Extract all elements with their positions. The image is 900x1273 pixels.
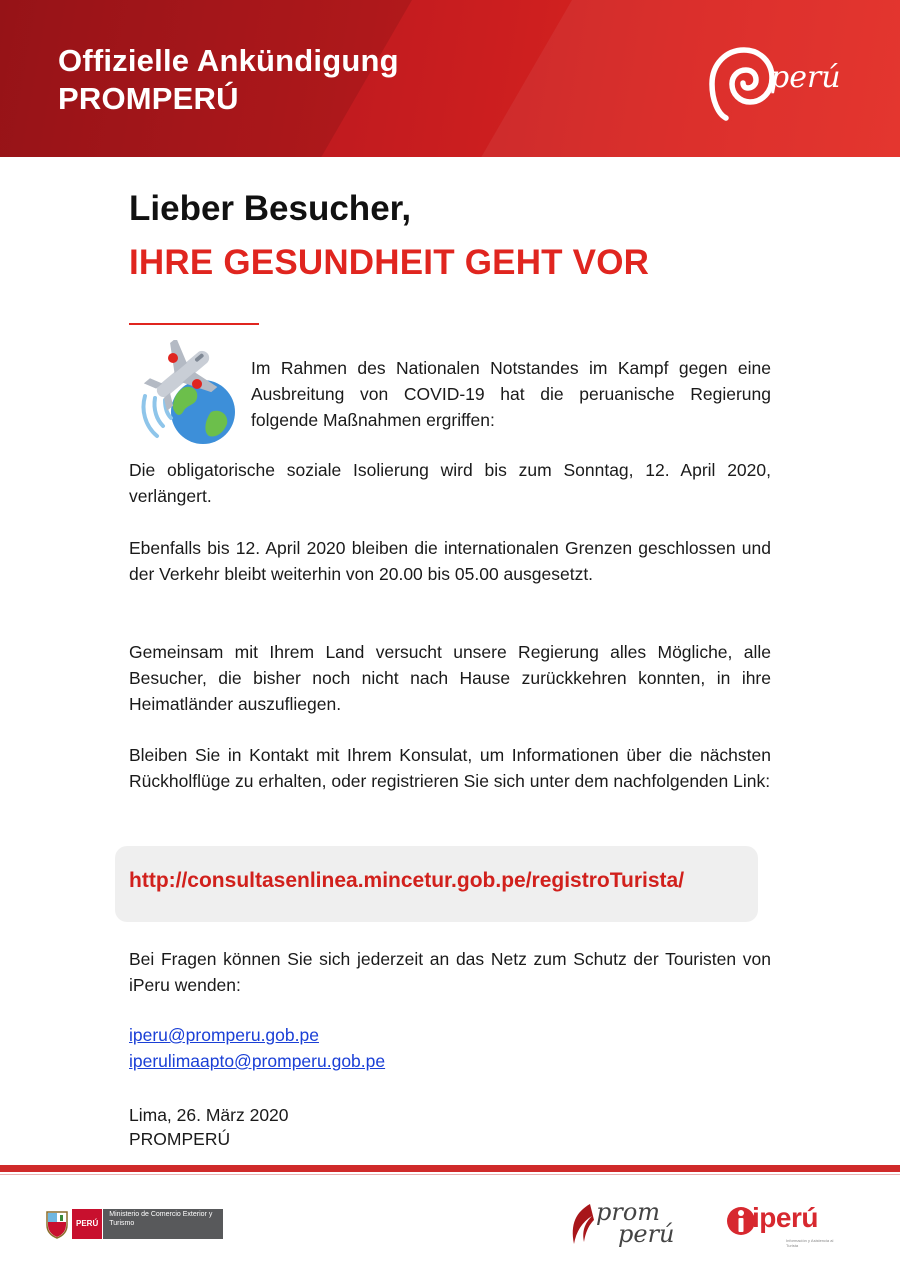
accent-divider (129, 323, 259, 325)
peru-shield-icon (45, 1209, 69, 1239)
header-title-line2: PROMPERÚ (58, 81, 239, 116)
registration-link[interactable]: http://consultasenlinea.mincetur.gob.pe/registroTurista/ (129, 869, 685, 892)
peru-logo-text: perú (770, 60, 841, 95)
peru-brand-logo-icon (700, 42, 850, 122)
footer-divider-thin (0, 1174, 900, 1175)
iperu-wordmark: iperú (752, 1202, 818, 1233)
headline: IHRE GESUNDHEIT GEHT VOR (129, 243, 650, 282)
airplane-globe-icon (131, 340, 241, 450)
paragraph-borders: Ebenfalls bis 12. April 2020 bleiben die internationalen Grenzen geschlossen und der Verkehr bleibt weiterhin von 20.00 bis 05.00 ausgesetzt. (129, 538, 771, 584)
email-link-iperu-lima-airport[interactable]: iperulimaapto@promperu.gob.pe (129, 1051, 386, 1071)
paragraph-questions: Bei Fragen können Sie sich jederzeit an das Netz zum Schutz der Touristen von iPeru wenden: (129, 949, 771, 995)
intro-paragraph: Im Rahmen des Nationalen Notstandes im Kampf gegen eine Ausbreitung von COVID-19 hat die peruanische Regierung folgende Maßnahmen ergriffen: (251, 358, 771, 430)
paragraph-repatriation: Gemeinsam mit Ihrem Land versucht unsere Regierung alles Mögliche, alle Besucher, die bisher noch nicht nach Hause zurückkehren konnten, in ihre Heimatländer auszufliegen. (129, 642, 771, 714)
iperu-logo-icon (726, 1200, 836, 1250)
header-banner (0, 0, 900, 157)
iperu-tagline: Información y Asistencia al Turista (786, 1238, 834, 1248)
ministry-name: Ministerio de Comercio Exterior y Turismo (103, 1209, 223, 1239)
header-title-line1: Offizielle Ankündigung (58, 43, 399, 78)
signature-org: PROMPERÚ (129, 1129, 231, 1149)
signature-date: Lima, 26. März 2020 (129, 1105, 289, 1125)
footer-divider (0, 1165, 900, 1172)
greeting: Lieber Besucher, (129, 189, 412, 228)
link-box (115, 846, 758, 922)
promperu-flame-mark (566, 1202, 596, 1246)
paragraph-isolation: Die obligatorische soziale Isolierung wird bis zum Sonntag, 12. April 2020, verlängert. (129, 460, 771, 506)
mincetur-logo (45, 1207, 223, 1241)
header-title (58, 42, 399, 118)
paragraph-consulate: Bleiben Sie in Kontakt mit Ihrem Konsulat, um Informationen über die nächsten Rückholflüge zu erhalten, oder registrieren Sie sich unter dem nachfolgenden Link: (129, 745, 771, 791)
promperu-peru-text: perú (618, 1220, 675, 1248)
promperu-logo-icon (566, 1196, 676, 1252)
email-link-iperu[interactable]: iperu@promperu.gob.pe (129, 1025, 319, 1045)
peru-badge: PERÚ (72, 1209, 102, 1239)
promperu-prom-text: prom (596, 1198, 661, 1226)
